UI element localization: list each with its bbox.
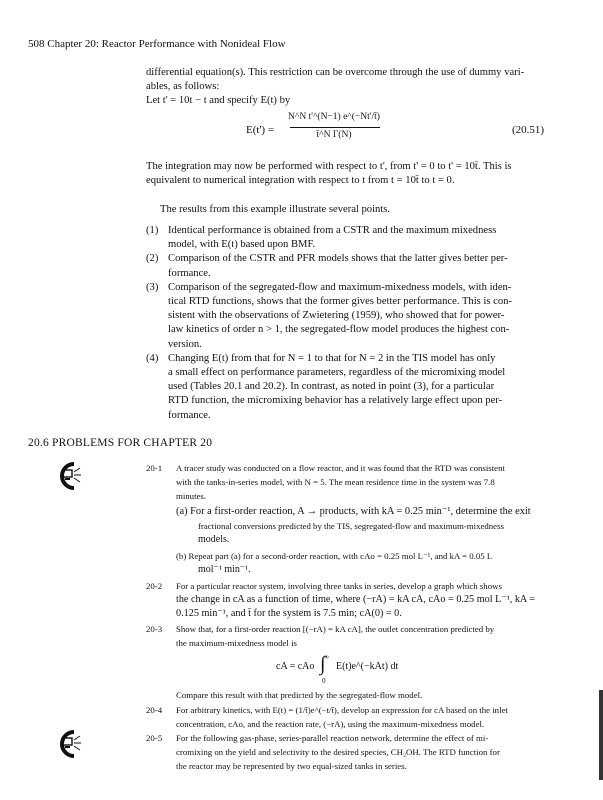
results-list — [146, 224, 568, 423]
computer-problem-icon — [52, 726, 82, 767]
list-number: (1) — [146, 225, 159, 236]
text-line: Compare this result with that predicted by the segregated-flow model. — [176, 690, 423, 700]
text-line: minutes. — [176, 491, 207, 502]
text-line: A tracer study was conducted on a flow reactor, and it was found that the RTD was consistent — [176, 463, 505, 473]
text-line: with the tanks-in-series model, with N = 5. The mean residence time in the system was 7.8 — [176, 477, 495, 488]
text-line: For a particular reactor system, involving three tanks in series, develop a graph which shows — [176, 581, 502, 591]
equation-denominator: t̄^N Γ(N) — [316, 130, 352, 140]
text-line: law kinetics of order n > 1, the segregated-flow model produces the highest con- — [168, 324, 510, 336]
text-line: (b) Repeat part (a) for a second-order reaction, with cAo = 0.25 mol L⁻¹, and kA = 0.05 L — [176, 551, 493, 561]
equation-numerator: N^N t'^(N−1) e^(−Nt'/t̄) — [288, 112, 380, 122]
problem-number: 20-4 — [146, 705, 163, 715]
problem-number: 20-1 — [146, 463, 163, 473]
text-line: models. — [198, 534, 230, 546]
text-line: formance. — [168, 409, 211, 421]
text-line: The integration may now be performed with respect to t', from t' = 0 to t' = 10t̄. This is — [146, 161, 512, 172]
scan-edge-mark — [599, 690, 603, 780]
fraction-bar — [290, 127, 380, 128]
paragraph-intro — [146, 66, 566, 109]
text-line: equivalent to numerical integration with respect to t from t = 10t̄ to t = 0. — [146, 175, 455, 187]
text-line: used (Tables 20.1 and 20.2). In contrast, as noted in point (3), for a particular — [168, 381, 495, 393]
problem-20-1-part-a-cont — [198, 519, 562, 547]
list-item — [146, 252, 568, 280]
problem-20-3 — [176, 622, 562, 650]
computer-problem-icon-svg — [52, 726, 82, 762]
problem-20-1 — [176, 461, 562, 504]
text-line: (a) For a first-order reaction, A → products, with kA = 0.25 min⁻¹, determine the exit — [176, 506, 531, 517]
text-line: the change in cA as a function of time, where (−rA) = kA cA, cAo = 0.25 mol L⁻¹, kA = — [176, 594, 536, 606]
section-heading: 20.6 PROBLEMS FOR CHAPTER 20 — [28, 437, 213, 449]
problem-number: 20-3 — [146, 624, 163, 634]
equation-label: (20.51) — [512, 124, 545, 136]
problem-number: 20-5 — [146, 733, 163, 743]
equation-lhs: E(t') = — [246, 124, 275, 136]
list-number: (2) — [146, 253, 159, 265]
list-number: (3) — [146, 281, 159, 293]
text-line: sistent with the observations of Zwietering (1959), who showed that for power- — [168, 310, 505, 322]
text-line: ables, as follows: — [146, 81, 220, 93]
text-line: cromixing on the yield and selectivity to the desired species, CH₂OH. The RTD function for — [176, 747, 500, 758]
problem-number: 20-2 — [146, 581, 163, 591]
equation-lhs: cA = cAo — [276, 661, 315, 672]
list-item — [146, 352, 568, 423]
text-line: tical RTD functions, shows that the former gives better performance. This is con- — [168, 296, 512, 308]
text-line: the reactor may be represented by two equal-sized tanks in series. — [176, 761, 407, 772]
computer-problem-icon — [52, 458, 82, 499]
text-line: RTD function, the micromixing behavior has a relatively large effect upon per- — [168, 395, 503, 407]
text-line: For the following gas-phase, series-parallel reaction network, determine the effect of mi- — [176, 733, 489, 743]
text-line: Comparison of the segregated-flow and maximum-mixedness models, with iden- — [168, 281, 512, 293]
equation-integrand: E(t)e^(−kAt) dt — [336, 661, 399, 672]
text-line: a small effect on performance parameters, regardless of the micromixing model — [168, 367, 506, 379]
computer-problem-icon-svg — [52, 458, 82, 494]
text-line: fractional conversions predicted by the TIS, segregated-flow and maximum-mixedness — [198, 521, 504, 531]
text-line: Show that, for a first-order reaction [(−rA) = kA cA], the outlet concentration predicted by — [176, 624, 495, 634]
paragraph-results: The results from this example illustrate several points. — [160, 204, 391, 215]
text-line: differential equation(s). This restriction can be overcome through the use of dummy vari- — [146, 67, 525, 78]
text-line: formance. — [168, 267, 211, 279]
text-line: Comparison of the CSTR and PFR models shows that the latter gives better per- — [168, 253, 508, 265]
text-line: concentration, cAo, and the reaction rate, (−rA), using the maximum-mixedness model. — [176, 719, 485, 730]
paragraph-integration — [146, 160, 566, 188]
text-line: For arbitrary kinetics, with E(t) = (1/t̄)e^(−t/t̄), develop an expression for cA based on the inlet — [176, 705, 508, 715]
integral-lower-limit: 0 — [322, 677, 326, 685]
list-item — [146, 281, 568, 352]
text-line: the maximum-mixedness model is — [176, 638, 297, 649]
problem-20-1-part-a — [176, 505, 562, 519]
integral-upper-limit: ∞ — [324, 653, 329, 661]
problem-20-5 — [176, 731, 562, 774]
problem-20-2 — [176, 579, 562, 622]
problem-20-3-cont — [176, 688, 562, 702]
integral-sign: ∫ — [320, 653, 326, 675]
list-number: (4) — [146, 352, 159, 364]
text-line: mol⁻¹ min⁻¹. — [198, 564, 251, 575]
text-line: 0.125 min⁻¹, and t̄ for the system is 7.5 min; cA(0) = 0. — [176, 608, 402, 620]
page-header: 508 Chapter 20: Reactor Performance with Nonideal Flow — [28, 38, 286, 50]
text-line: Changing E(t) from that for N = 1 to that for N = 2 in the TIS model has only — [168, 352, 496, 364]
problem-20-1-part-b-cont — [198, 563, 562, 577]
text-line: Identical performance is obtained from a CSTR and the maximum mixedness — [168, 225, 497, 236]
problem-20-1-part-b — [176, 549, 562, 563]
text-line: Let t' = 10t − t and specify E(t) by — [146, 95, 291, 107]
list-item — [146, 224, 568, 252]
problem-20-4 — [176, 703, 562, 731]
text-line: version. — [168, 338, 202, 350]
text-line: model, with E(t) based upon BMF. — [168, 239, 316, 251]
